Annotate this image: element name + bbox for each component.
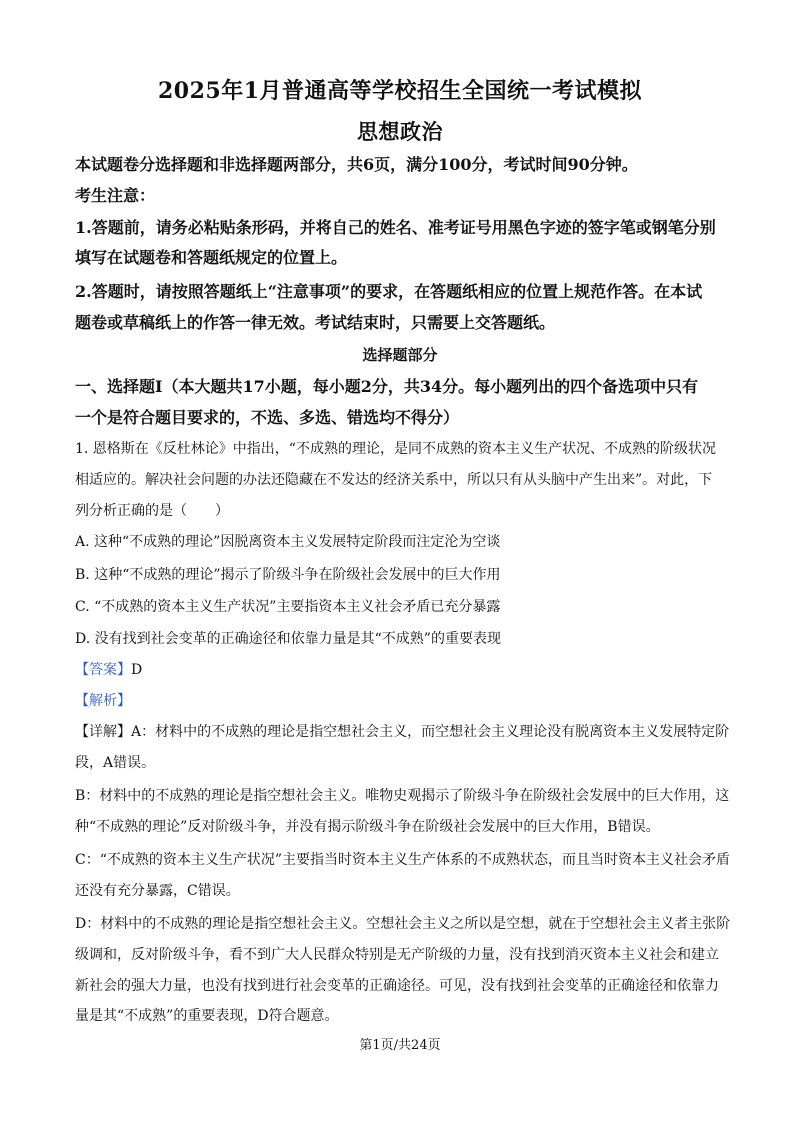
analysis-tag: 【解析】: [75, 693, 131, 709]
question-1-stem-line-2: 相适应的。解决社会问题的办法还隐藏在不发达的经济关系中，所以只有从头脑中产生出来”。对此，下: [75, 472, 713, 488]
notice-item-1-line-1: 1.答题前，请务必粘贴条形码，并将自己的姓名、准考证号用黑色字迹的签字笔或钢笔分别: [75, 218, 716, 237]
section-heading: 选择题部分: [362, 346, 438, 364]
detail-c-line-2: 还没有充分暴露，C错误。: [75, 883, 240, 899]
detail-b-line-2: 种“不成熟的理论”反对阶级斗争，并没有揭示阶级斗争在阶级社会发展中的巨大作用，B错误。: [75, 819, 660, 835]
notice-item-1-line-2: 填写在试题卷和答题纸规定的位置上。: [75, 248, 348, 267]
answer-tag: 【答案】: [75, 662, 131, 678]
answer-value: D: [131, 662, 143, 678]
intro-text: 本试题卷分选择题和非选择题两部分，共6页，满分100分，考试时间90分钟。: [75, 155, 638, 174]
notice-label: 考生注意：: [75, 186, 156, 205]
notice-item-2-line-1: 2.答题时，请按照答题纸上“注意事项”的要求，在答题纸相应的位置上规范作答。在本试: [75, 282, 703, 301]
part-heading-line-2: 一个是符合题目要求的，不选、多选、错选均不得分）: [75, 408, 460, 427]
subject-title: 思想政治: [357, 119, 443, 144]
option-c: C. “不成熟的资本主义生产状况”主要指资本主义社会矛盾已充分暴露: [75, 599, 501, 615]
question-1-stem-line-1: 1. 恩格斯在《反杜林论》中指出，“不成熟的理论，是同不成熟的资本主义生产状况、不成熟的阶级状况: [75, 441, 716, 457]
option-a: A. 这种“不成熟的理论”因脱离资本主义发展特定阶段而注定沦为空谈: [75, 534, 501, 550]
detail-d-line-4: 量是其“不成熟”的重要表现，D符合题意。: [75, 1008, 339, 1024]
detail-a-line-2: 段，A错误。: [75, 755, 156, 771]
page-indicator: 第1页/共24页: [359, 1038, 441, 1053]
answer-line: [75, 659, 142, 679]
part-heading-line-1: 一、选择题Ⅰ（本大题共17小题，每小题2分，共34分。每小题列出的四个备选项中只有: [75, 377, 699, 396]
question-1-stem-line-3: 列分析正确的是（ ）: [75, 503, 229, 519]
option-b: B. 这种“不成熟的理论”揭示了阶级斗争在阶级社会发展中的巨大作用: [75, 567, 501, 583]
exam-title: 2025年1月普通高等学校招生全国统一考试模拟: [157, 78, 643, 104]
detail-c-line-1: C：“不成熟的资本主义生产状况”主要指当时资本主义生产体系的不成熟状态，而且当时资本主义社会矛盾: [75, 852, 731, 868]
detail-d-line-1: D：材料中的不成熟的理论是指空想社会主义。空想社会主义之所以是空想，就在于空想社会主义者主张阶: [75, 916, 731, 932]
detail-b-line-1: B：材料中的不成熟的理论是指空想社会主义。唯物史观揭示了阶级斗争在阶级社会发展中的巨大作用，这: [75, 788, 730, 804]
detail-d-line-2: 级调和，反对阶级斗争，看不到广大人民群众特别是无产阶级的力量，没有找到消灭资本主义社会和建立: [75, 947, 719, 963]
notice-item-2-line-2: 题卷或草稿纸上的作答一律无效。考试结束时，只需要上交答题纸。: [75, 313, 556, 332]
detail-tag: 【详解】: [75, 724, 131, 740]
detail-a-line-1: [75, 721, 729, 741]
detail-a-text: A：材料中的不成熟的理论是指空想社会主义，而空想社会主义理论没有脱离资本主义发展特定阶: [131, 724, 730, 740]
option-d: D. 没有找到社会变革的正确途径和依靠力量是其“不成熟”的重要表现: [75, 631, 501, 647]
detail-d-line-3: 新社会的强大力量，也没有找到进行社会变革的正确途径。可见，没有找到社会变革的正确途径和依靠力: [75, 978, 719, 994]
